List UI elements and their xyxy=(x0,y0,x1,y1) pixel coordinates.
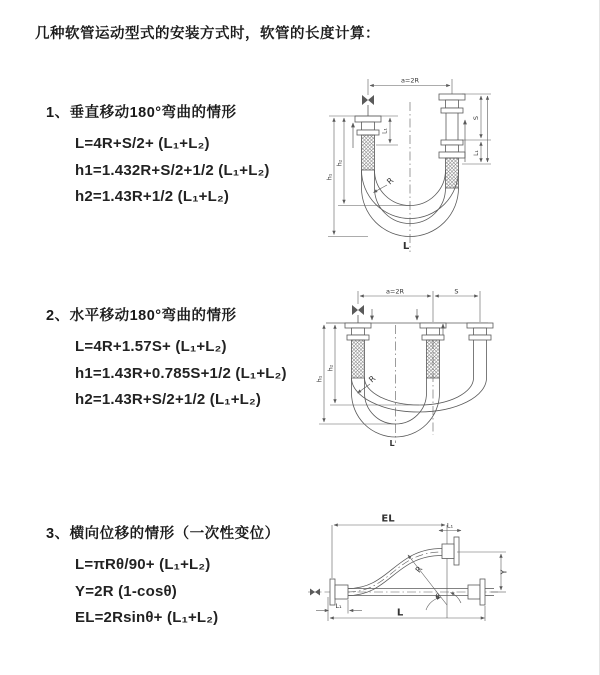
flange xyxy=(439,94,465,100)
formula: h1=1.432R+S/2+1/2 (L₁+L₂) xyxy=(75,161,270,179)
flange xyxy=(480,579,485,605)
formula: EL=2Rsinθ+ (L₁+L₂) xyxy=(75,609,219,626)
formula: h2=1.43R+1/2 (L₁+L₂) xyxy=(75,188,230,205)
dim-label-s: S xyxy=(454,287,459,296)
dim-label-el: EL xyxy=(381,513,395,525)
dim-label-a2r: a=2R xyxy=(400,76,420,85)
radius-label: R xyxy=(413,564,425,575)
dim-label-y: Y xyxy=(499,569,509,575)
formula: Y=2R (1-cosθ) xyxy=(75,582,177,600)
valve-icon xyxy=(310,589,320,596)
braided-hose-section xyxy=(352,340,365,378)
dim-label-s: S xyxy=(472,115,480,121)
section-3-formulas xyxy=(75,552,280,632)
radius-label: R xyxy=(385,175,396,187)
formula: h1=1.43R+0.785S+1/2 (L₁+L₂) xyxy=(75,364,287,382)
section-2-heading: 2、水平移动180°弯曲的情形 xyxy=(46,308,237,324)
dim-label-h1: h₁ xyxy=(315,375,324,383)
dim-label-l1-top: L₁ xyxy=(446,521,454,530)
dim-label-h1: h₁ xyxy=(325,173,334,181)
flange xyxy=(345,323,371,328)
hose-arc xyxy=(362,170,459,218)
formula: L=4R+S/2+ (L₁+L₂) xyxy=(75,135,210,152)
diagram-lateral-displacement xyxy=(300,505,600,655)
angle-arrow xyxy=(451,593,462,604)
dim-label-l: L xyxy=(389,439,395,448)
dim-label-l1-left: L₁ xyxy=(335,602,342,610)
dim-label-l: L xyxy=(402,241,410,252)
section-1-heading: 1、垂直移动180°弯曲的情形 xyxy=(46,105,237,121)
flange xyxy=(454,537,459,565)
formula: L=4R+1.57S+ (L₁+L₂) xyxy=(75,338,227,355)
angle-theta-label: θ xyxy=(435,593,440,601)
formula: L=πRθ/90+ (L₁+L₂) xyxy=(75,556,211,573)
dim-label-h2: h₂ xyxy=(335,159,344,167)
dim-label-l: L xyxy=(396,607,404,619)
radius-label: R xyxy=(367,373,378,385)
section-3-heading: 3、横向位移的情形（一次性变位） xyxy=(46,526,280,542)
section-2 xyxy=(46,304,287,414)
hose-curve xyxy=(348,549,442,589)
dim-label-l1: L₁ xyxy=(381,128,389,134)
page-title: 几种软管运动型式的安装方式时，软管的长度计算： xyxy=(35,26,380,42)
dim-label-l1-right: L₁ xyxy=(473,150,480,156)
section-3 xyxy=(46,522,280,632)
braided-hose-section xyxy=(362,135,375,170)
diagram-horizontal-180-bend xyxy=(312,283,600,473)
section-1-formulas xyxy=(75,131,270,211)
dim-label-h2: h₂ xyxy=(326,364,335,372)
formula: h2=1.43R+S/2+1/2 (L₁+L₂) xyxy=(75,391,262,408)
flange xyxy=(420,323,446,328)
diagram-vertical-180-bend xyxy=(312,70,600,265)
section-1 xyxy=(46,101,270,211)
dim-label-a2r: a=2R xyxy=(385,287,405,296)
valve-icon xyxy=(362,95,374,105)
valve-icon xyxy=(352,305,364,315)
flange xyxy=(467,323,493,328)
section-2-formulas xyxy=(75,334,287,414)
flange xyxy=(355,116,381,122)
flange xyxy=(330,579,335,605)
flange xyxy=(441,140,463,145)
